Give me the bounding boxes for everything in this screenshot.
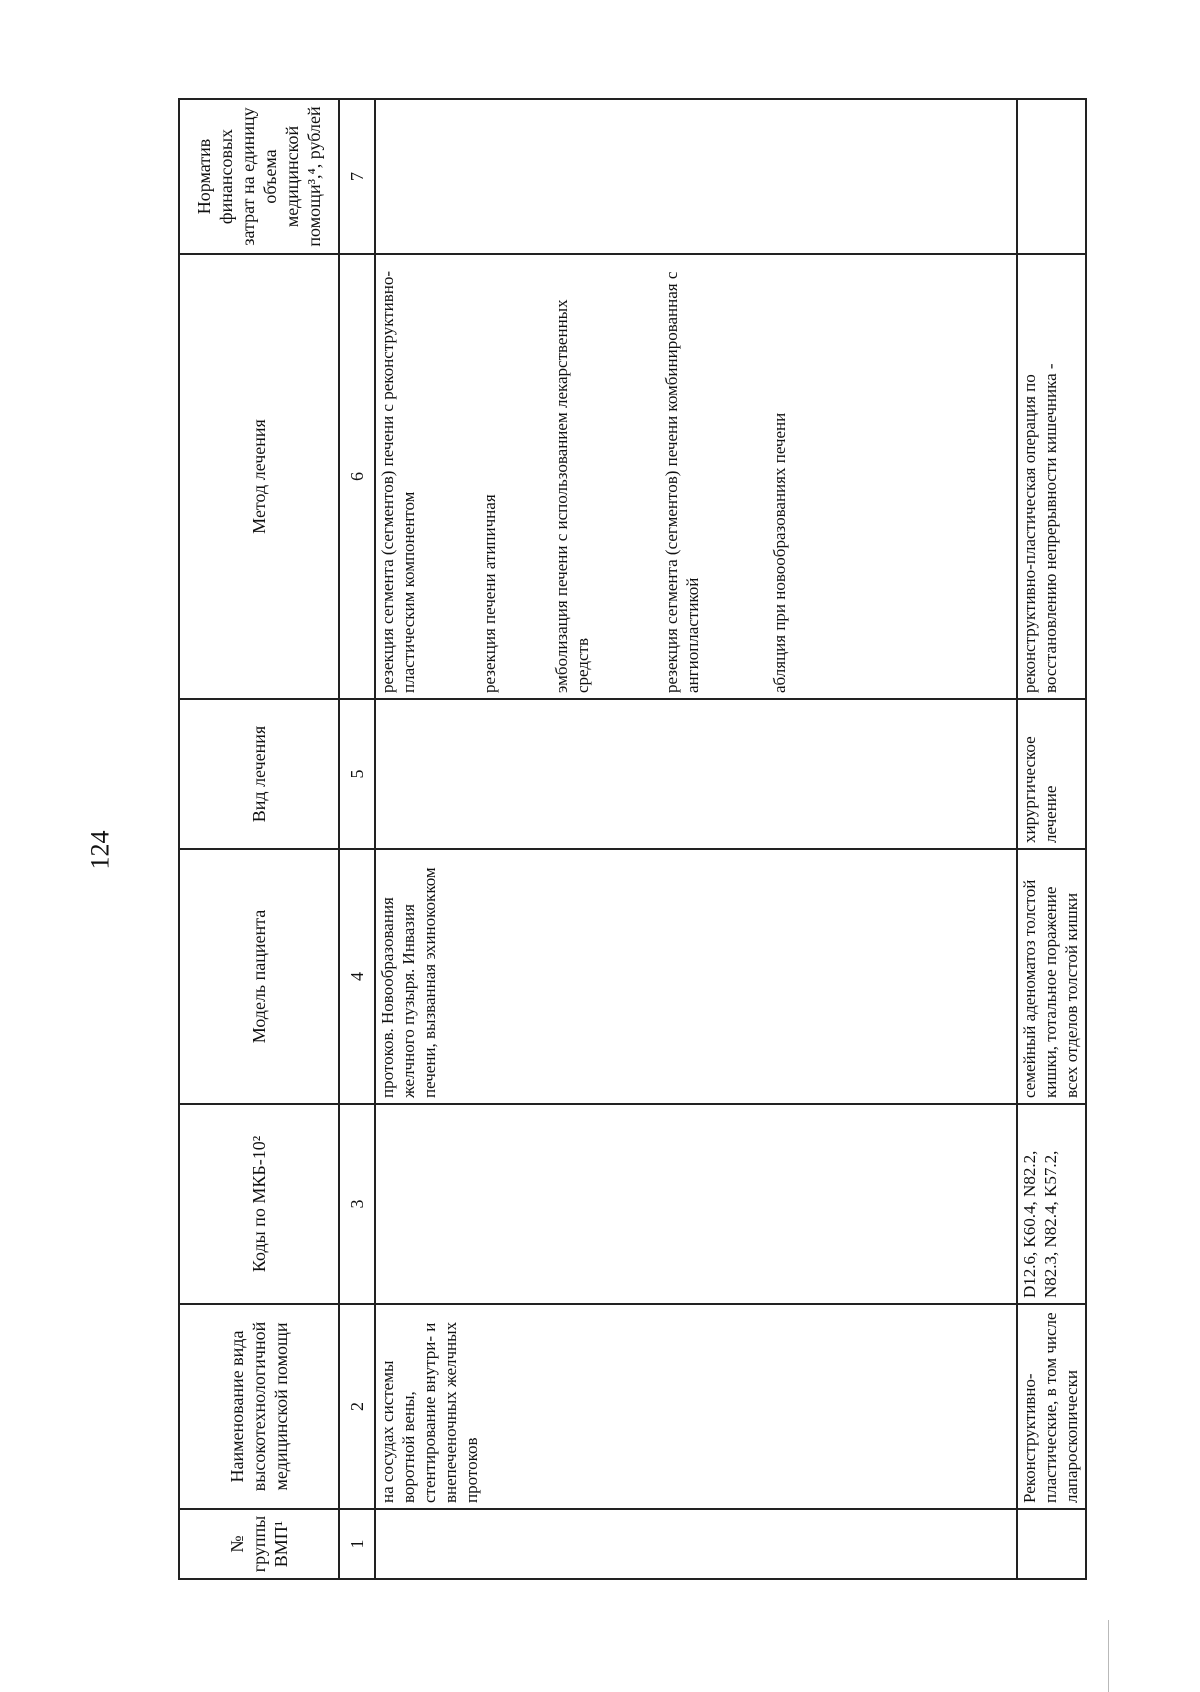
cell-treatment-type: хирургическое лечение	[1017, 699, 1086, 849]
table-header-row	[179, 99, 339, 1579]
column-number: 5	[339, 699, 375, 849]
column-number: 2	[339, 1304, 375, 1509]
column-numbers-row	[339, 99, 375, 1579]
table-row	[375, 99, 1017, 1579]
header-group-number: № группы ВМП¹	[179, 1509, 339, 1579]
column-number: 1	[339, 1509, 375, 1579]
column-number: 4	[339, 849, 375, 1104]
header-cost-norm: Норматив финансовых затрат на единицу объема медицинской помощи³,⁴, рублей	[179, 99, 339, 254]
cell-cost	[375, 99, 1017, 254]
column-number: 3	[339, 1104, 375, 1304]
cell-patient-model: семейный аденоматоз толстой кишки, тотальное поражение всех отделов толстой кишки	[1017, 849, 1086, 1104]
column-number: 6	[339, 254, 375, 699]
header-vmp-name: Наименование вида высокотехнологичной медицинской помощи	[179, 1304, 339, 1509]
cell-group	[1017, 1509, 1086, 1579]
method-item: резекция печени атипичная	[480, 494, 499, 693]
page-number	[80, 800, 120, 900]
cell-vmp-name: на сосудах системы воротной вены, стентирование внутри- и внепеченочных желчных протоков	[375, 1304, 1017, 1509]
cell-vmp-name: Реконструктивно-пластические, в том числе лапароскопически	[1017, 1304, 1086, 1509]
header-icd-codes: Коды по МКБ-10²	[179, 1104, 339, 1304]
header-patient-model: Модель пациента	[179, 849, 339, 1104]
cell-icd-codes: D12.6, K60.4, N82.2, N82.3, N82.4, K57.2,	[1017, 1104, 1086, 1304]
cell-group	[375, 1509, 1017, 1579]
method-item: реконструктивно-пластическая операция по восстановлению непрерывности кишечника -	[1020, 363, 1060, 693]
cell-treatment-methods	[1017, 254, 1086, 699]
table-rotated-wrapper	[178, 100, 1081, 1580]
method-item: резекция сегмента (сегментов) печени комбинированная с ангиопластикой	[662, 271, 702, 693]
scan-artifact-line	[1108, 1620, 1109, 1692]
method-item: эмболизация печени с использованием лекарственных средств	[552, 299, 592, 693]
cell-treatment-methods	[375, 254, 1017, 699]
header-treatment-type: Вид лечения	[179, 699, 339, 849]
cell-cost	[1017, 99, 1086, 254]
vmp-table	[178, 98, 1087, 1580]
method-item: резекция сегмента (сегментов) печени с реконструктивно-пластическим компонентом	[378, 270, 418, 693]
page-number-text: 124	[85, 830, 114, 870]
method-item: абляция при новообразованиях печени	[770, 412, 789, 693]
cell-treatment-type	[375, 699, 1017, 849]
cell-icd-codes	[375, 1104, 1017, 1304]
table-row	[1017, 99, 1086, 1579]
header-treatment-method: Метод лечения	[179, 254, 339, 699]
column-number: 7	[339, 99, 375, 254]
cell-patient-model: протоков. Новообразования желчного пузыря. Инвазия печени, вызванная эхинококком	[375, 849, 1017, 1104]
